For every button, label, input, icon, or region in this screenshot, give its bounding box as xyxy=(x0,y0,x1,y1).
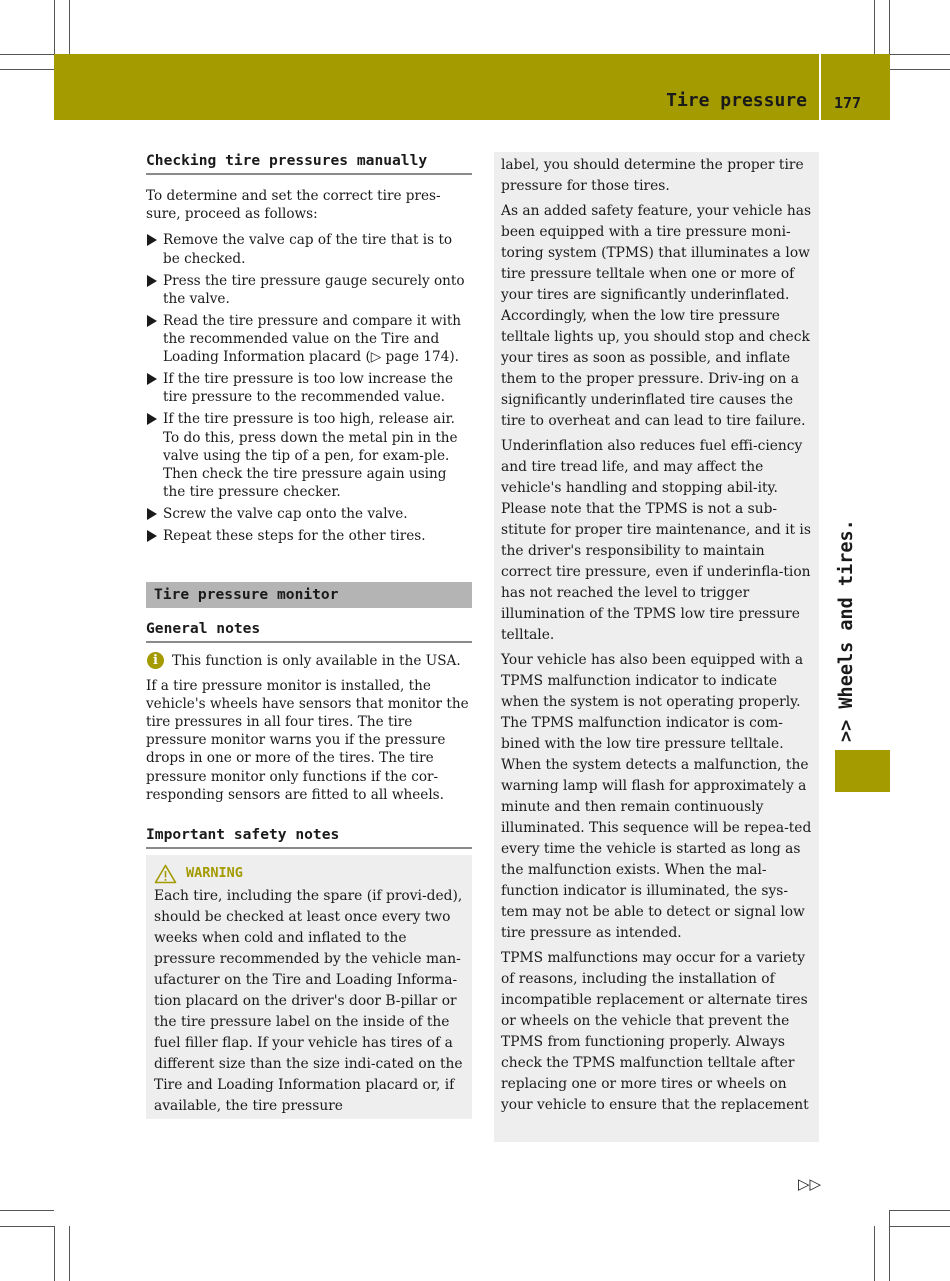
crop-mark xyxy=(890,1226,950,1227)
right-paragraph: TPMS malfunctions may occur for a variety of reasons, including the installation of incompatible replacement or alternate tires or wheels on the vehicle that prevent the TPMS from functioning properly. Always check the TPMS malfunction telltale after replacing one or more tires or wheels on your vehicle to ensure that the replacement xyxy=(501,950,809,1113)
list-item: Remove the valve cap of the tire that is to be checked. xyxy=(146,231,472,267)
section-heading-checking: Checking tire pressures manually xyxy=(146,152,472,175)
crop-mark xyxy=(889,1210,890,1281)
list-item: Repeat these steps for the other tires. xyxy=(146,527,472,545)
crop-mark xyxy=(890,69,950,70)
crop-mark xyxy=(874,1226,875,1281)
crop-mark xyxy=(0,1226,54,1227)
page-number: 177 xyxy=(834,94,862,112)
right-paragraph: As an added safety feature, your vehicle has been equipped with a tire pressure moni-toring system (TPMS) that illuminates a low tire pressure telltale when one or more of your tires are significantly underinflated. Accordingly, when the low tire pressure telltale lights up, you should stop and check your tires as soon as possible, and inflate them to the proper pressure. Driv-ing on a significantly underinflated tire causes the tire to overheat and can lead to tire failure. xyxy=(501,203,812,429)
chapter-tab xyxy=(835,750,890,792)
info-note-text: This function is only available in the USA. xyxy=(172,653,461,670)
list-item: Press the tire pressure gauge securely onto the valve. xyxy=(146,272,472,308)
chapter-label: >> Wheels and tires. xyxy=(836,519,857,742)
warning-header xyxy=(154,863,464,884)
crop-mark xyxy=(889,0,890,54)
step-arrow-icon xyxy=(147,530,157,542)
left-column xyxy=(146,152,472,1119)
section-heading-general-notes: General notes xyxy=(146,620,472,643)
crop-mark xyxy=(0,69,54,70)
crop-mark xyxy=(890,1210,950,1211)
step-arrow-icon xyxy=(147,508,157,520)
warning-triangle-icon xyxy=(154,864,177,884)
checking-intro: To determine and set the correct tire pres-sure, proceed as follows: xyxy=(146,188,441,223)
step-arrow-icon xyxy=(147,315,157,327)
crop-mark xyxy=(69,0,70,54)
header-divider xyxy=(819,54,821,120)
section-heading-safety-notes: Important safety notes xyxy=(146,826,472,849)
step-arrow-icon xyxy=(147,413,157,425)
crop-mark xyxy=(54,0,55,54)
list-item: If the tire pressure is too high, release air. To do this, press down the metal pin in the valve using the tip of a pen, for exam-ple. Then check the tire pressure again using the tire pressure checker. xyxy=(146,410,472,501)
continue-marker: ▷▷ xyxy=(798,1175,822,1193)
header-band xyxy=(54,54,890,120)
list-item: Read the tire pressure and compare it with the recommended value on the Tire and Loading Information placard (▷ page 174). xyxy=(146,312,472,367)
section-band-tire-pressure-monitor: Tire pressure monitor xyxy=(146,582,472,608)
step-arrow-icon xyxy=(147,234,157,246)
general-notes-text: If a tire pressure monitor is installed, the vehicle's wheels have sensors that monitor the tire pressures in all four tires. The tire pressure monitor warns you if the pressure drops in one or more of the tires. The tire pressure monitor only functions if the cor-responding sensors are fitted to all wheels. xyxy=(146,677,469,803)
page-title: Tire pressure xyxy=(666,90,807,111)
right-paragraph: label, you should determine the proper tire pressure for those tires. xyxy=(501,157,804,194)
list-item: If the tire pressure is too low increase the tire pressure to the recommended value. xyxy=(146,370,472,406)
warning-box xyxy=(146,855,472,1119)
step-arrow-icon xyxy=(147,373,157,385)
crop-mark xyxy=(0,54,54,55)
crop-mark xyxy=(874,0,875,54)
warning-text: Each tire, including the spare (if provi-ded), should be checked at least once every two weeks when cold and inflated to the pressure recommended by the vehicle man-ufacturer on the Tire and Loading Informa-tion placard on the driver's door B-pillar or the tire pressure label on the inside of the fuel filler flap. If your vehicle has tires of a different size than the size indi-cated on the Tire and Loading Information placard or, if available, the tire pressure xyxy=(154,888,463,1115)
crop-mark xyxy=(890,54,950,55)
right-paragraph: Underinflation also reduces fuel effi-ciency and tire tread life, and may affect the vehicle's handling and stopping abil-ity. Please note that the TPMS is not a sub-stitute for proper tire maintenance, and it is the driver's responsibility to maintain correct tire pressure, even if underinfla-tion has not reached the level to trigger illumination of the TPMS low tire pressure telltale. xyxy=(501,438,811,643)
crop-mark xyxy=(0,1210,54,1211)
warning-label: WARNING xyxy=(186,865,243,882)
info-note xyxy=(146,652,472,670)
right-column xyxy=(494,152,819,1142)
list-item: Screw the valve cap onto the valve. xyxy=(146,505,472,523)
steps-list xyxy=(146,231,472,545)
step-arrow-icon xyxy=(147,275,157,287)
crop-mark xyxy=(69,1226,70,1281)
right-paragraph: Your vehicle has also been equipped with a TPMS malfunction indicator to indicate when the system is not operating properly. The TPMS malfunction indicator is com-bined with the low tire pressure telltale. When the system detects a malfunction, the warning lamp will flash for approximately a minute and then remain continuously illuminated. This sequence will be repea-ted every time the vehicle is started as long as the malfunction exists. When the mal-function indicator is illuminated, the sys-tem may not be able to detect or signal low tire pressure as intended. xyxy=(501,652,812,941)
info-icon: i xyxy=(147,652,164,669)
crop-mark xyxy=(54,1226,55,1281)
